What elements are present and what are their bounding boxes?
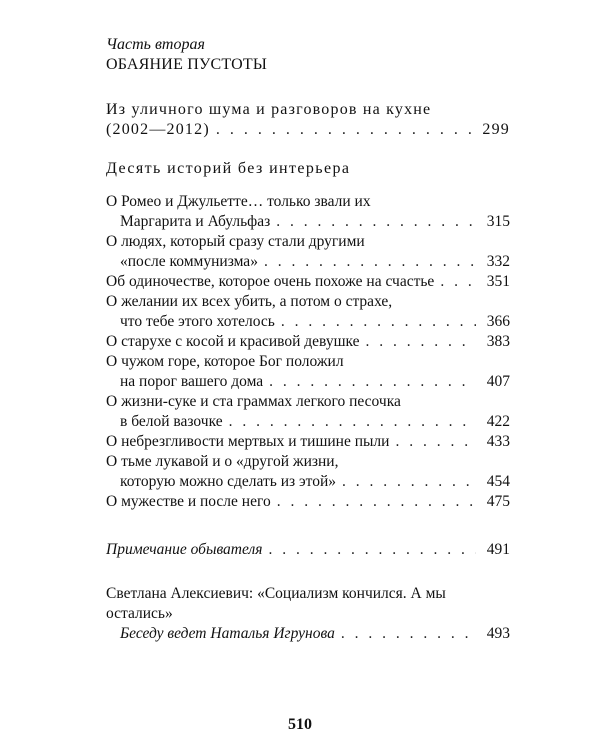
toc-entry-line: на порог вашего дома xyxy=(120,373,264,390)
toc-entry-courage[interactable] xyxy=(106,492,510,512)
page-ref: 299 xyxy=(482,121,510,138)
page-ref: 315 xyxy=(486,213,510,230)
dot-leader xyxy=(229,412,476,432)
toc-entry-line: (2002—2012) xyxy=(106,121,210,138)
dot-leader xyxy=(341,624,476,644)
part-title: ОБАЯНИЕ ПУСТОТЫ xyxy=(106,56,268,73)
page-number: 510 xyxy=(288,716,312,733)
toc-entry-line: О жизни-суке и ста граммах легкого песочка xyxy=(106,393,401,410)
dot-leader xyxy=(342,472,476,492)
page-ref: 433 xyxy=(486,433,510,450)
toc-entry-old-woman[interactable] xyxy=(106,332,510,352)
toc-entry-street-noise[interactable] xyxy=(106,100,510,140)
dot-leader xyxy=(269,372,476,392)
toc-entry-people[interactable] xyxy=(106,232,510,272)
toc-entry-interview[interactable] xyxy=(106,584,510,644)
dot-leader xyxy=(264,252,476,272)
toc-entry-line: О мужестве и после него xyxy=(106,493,271,510)
toc-entry-line: Светлана Алексиевич: «Социализм кончился. А мы xyxy=(106,585,446,602)
page-ref: 422 xyxy=(486,413,510,430)
dot-leader xyxy=(276,212,476,232)
page-ref: 493 xyxy=(486,625,510,642)
toc-entry-loneliness[interactable] xyxy=(106,272,510,292)
dot-leader xyxy=(281,312,476,332)
dot-leader xyxy=(216,120,476,140)
toc-entry-desire[interactable] xyxy=(106,292,510,332)
page-ref: 383 xyxy=(486,333,510,350)
toc-entry-line: О старухе с косой и красивой девушке xyxy=(106,333,360,350)
part-label: Часть вторая xyxy=(106,36,205,53)
page-ref: 491 xyxy=(486,541,510,558)
page-ref: 475 xyxy=(486,493,510,510)
page-ref: 454 xyxy=(486,473,510,490)
toc-entry-line: О желании их всех убить, а потом о страхе, xyxy=(106,293,393,310)
toc-entry-line: О тьме лукавой и о «другой жизни, xyxy=(106,453,339,470)
page-ref: 407 xyxy=(486,373,510,390)
toc-entry-line: Примечание обывателя xyxy=(106,541,263,558)
page-ref: 366 xyxy=(486,313,510,330)
toc-entry-line: Из уличного шума и разговоров на кухне xyxy=(106,101,432,118)
toc-entry-note[interactable] xyxy=(106,540,510,560)
dot-leader xyxy=(277,492,476,512)
toc-entry-line: О чужом горе, которое Бог положил xyxy=(106,353,344,370)
page-ref: 332 xyxy=(486,253,510,270)
dot-leader xyxy=(366,332,476,352)
toc-entry-line: которую можно сделать из этой» xyxy=(120,473,337,490)
toc-entry-grief[interactable] xyxy=(106,352,510,392)
toc-entry-line: Беседу ведет Наталья Игрунова xyxy=(120,625,335,642)
toc-entry-line: О Ромео и Джульетте… только звали их xyxy=(106,193,371,210)
toc-entry-line: в белой вазочке xyxy=(120,413,223,430)
dot-leader xyxy=(440,272,476,292)
toc-entry-line: О небрезгливости мертвых и тишине пыли xyxy=(106,433,390,450)
toc-entry-line: О людях, который сразу стали другими xyxy=(106,233,365,250)
toc-entry-dead[interactable] xyxy=(106,432,510,452)
toc-entry-line: что тебе этого хотелось xyxy=(120,313,275,330)
toc-entry-darkness[interactable] xyxy=(106,452,510,492)
section-heading: Десять историй без интерьера xyxy=(106,160,351,177)
toc-entry-line: Об одиночестве, которое очень похоже на счастье xyxy=(106,273,435,290)
toc-entry-romeo[interactable] xyxy=(106,192,510,232)
dot-leader xyxy=(395,432,476,452)
toc-entry-line: «после коммунизма» xyxy=(120,253,258,270)
toc-entry-life[interactable] xyxy=(106,392,510,432)
toc-entry-line: остались» xyxy=(106,605,173,622)
toc-entry-line: Маргарита и Абульфаз xyxy=(120,213,271,230)
page-ref: 351 xyxy=(486,273,510,290)
dot-leader xyxy=(268,540,476,560)
